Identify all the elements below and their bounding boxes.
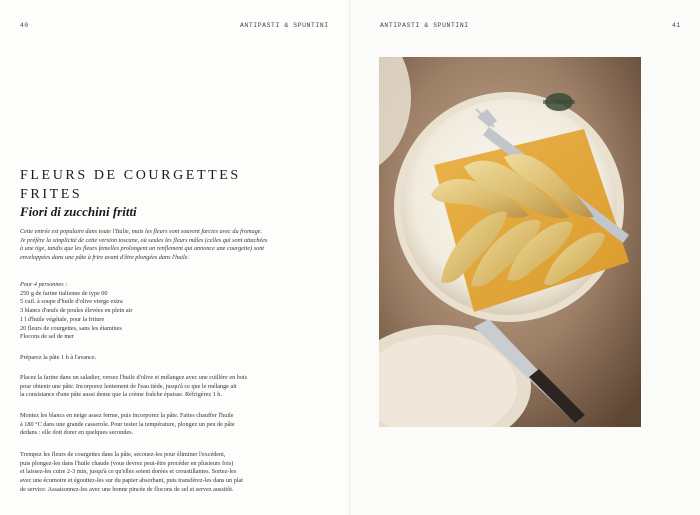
recipe-title-line2: FRITES [20,187,83,202]
serves-label: Pour 4 personnes : [20,281,68,288]
running-head-left: ANTIPASTI & SPUNTINI [240,22,329,29]
running-head-right: ANTIPASTI & SPUNTINI [380,22,469,29]
step-line: à 180 °C dans une grande casserole. Pour tester la température, plongez un peu de pâte [20,420,235,428]
ingredient-item: Flocons de sel de mer [20,333,74,341]
step-line: Trempez les fleurs de courgettes dans la pâte, secouez-les pour éliminer l'excédent, [20,451,226,458]
plate-of-fried-zucchini-flowers-icon [379,57,641,427]
intro-line: à une tige, tandis que les fleurs femelles prolongent un renflement qui annonce une courgette) sont [20,245,265,253]
intro-line: Cette entrée est populaire dans toute l'Italie, mais les fleurs sont souvent farcies avec du fromage. [20,228,263,235]
recipe-title-line1: FLEURS DE COURGETTES [20,168,241,183]
step-line: pour obtenir une pâte. Incorporez lentement de l'eau tiède, jusqu'à ce que le mélange ait [20,382,237,390]
page-number-right: 41 [672,22,681,29]
step-line: dedans : elle doit dorer en quelques secondes. [20,429,134,437]
step-line: la consistance d'une pâte aussi dense que la crème fraîche épaisse. Réfrigérez 1 h. [20,391,222,399]
food-photo [379,57,641,427]
step-line: avec une écumoire et égouttez-les sur du papier absorbant, puis transférez-les dans un plat [20,477,244,485]
step-line: Placez la farine dans un saladier, versez l'huile d'olive et mélangez avec une cuillère en bois [20,374,248,381]
recipe-title [20,166,241,204]
step-line: puis plongez-les dans l'huile chaude (vous devrez peut-être procéder en plusieurs fois) [20,459,234,467]
ingredient-item: 1 l d'huile végétale, pour la friture [20,315,105,323]
step-4 [20,451,278,495]
step-line: de service. Assaisonnez-les avec une bonne pincée de flocons de sel et servez aussitôt. [20,485,234,493]
ingredient-item: 5 cuil. à soupe d'huile d'olive vierge extra [20,298,123,306]
intro-line: Je préfère la simplicité de cette version toscane, où seules les fleurs mâles (celles qui sont attachées [20,236,268,244]
ingredients-block [20,281,278,342]
step-line: et laissez-les cuire 2-3 min, jusqu'à ce qu'elles soient dorées et croustillantes. Sortez-les [20,468,237,476]
step-3 [20,412,278,438]
step-2 [20,374,278,400]
step-1: Préparez la pâte 1 h à l'avance. [20,354,97,361]
recipe-intro [20,228,278,263]
intro-line: enveloppées dans une pâte à frire avant d'être plongées dans l'huile. [20,254,190,262]
recipe-subtitle: Fiori di zucchini fritti [20,204,137,219]
step-line: Montez les blancs en neige assez ferme, puis incorporez la pâte. Faites chauffer l'huile [20,412,234,419]
ingredient-item: 250 g de farine italienne de type 00 [20,289,108,297]
ingredient-item: 3 blancs d'œufs de poules élevées en plein air [20,307,133,315]
ingredient-item: 20 fleurs de courgettes, sans les étamines [20,324,122,332]
page-number-left: 40 [20,22,29,29]
